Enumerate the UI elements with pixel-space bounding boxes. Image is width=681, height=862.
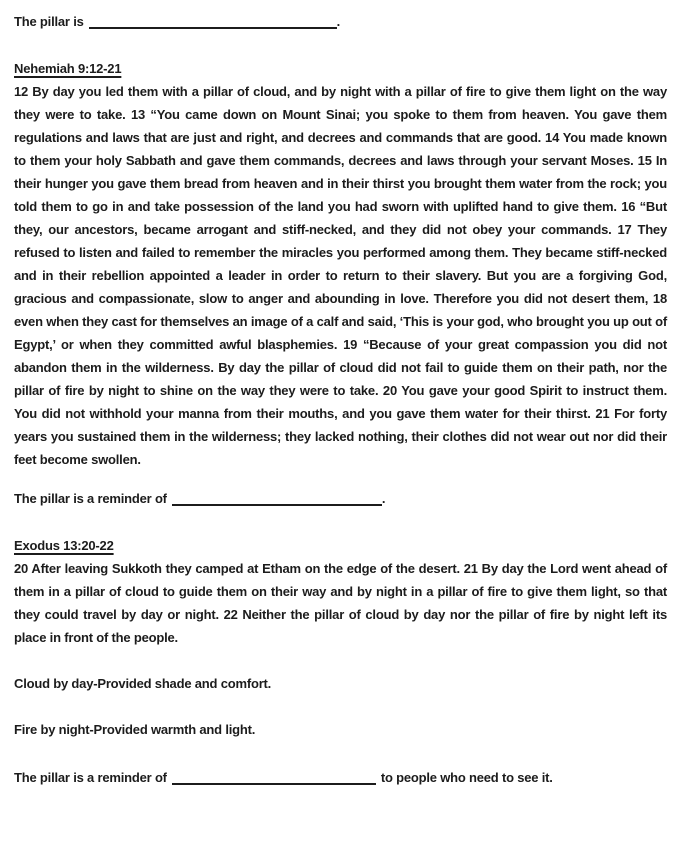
exodus-passage: 20 After leaving Sukkoth they camped at Etham on the edge of the desert. 21 By day the Lord went ahead of them in a pillar of cloud to guide them on their way and by night in a pillar of fire to give them light, so that they could travel by day or night. 22 Neither the pillar of cloud by day nor the pillar of fire by night left its place in front of the people. [14,561,667,645]
fill-in-line-bottom [14,766,667,789]
fire-note: Fire by night-Provided warmth and light. [14,722,256,737]
fill-in-top-suffix: . [336,14,341,29]
nehemiah-heading: Nehemiah 9:12-21 [14,61,122,76]
nehemiah-passage: 12 By day you led them with a pillar of cloud, and by night with a pillar of fire to give them light on the way they were to take. 13 “You came down on Mount Sinai; you spoke to them from heaven. You gave them regulations and laws that are just and right, and decrees and commands that are good. 14 You made known to them your holy Sabbath and gave them commands, decrees and laws through your servant Moses. 15 In their hunger you gave them bread from heaven and in their thirst you brought them water from the rock; you told them to go in and take possession of the land you had sworn with uplifted hand to give them. 16 “But they, our ancestors, became arrogant and stiff-necked, and they did not obey your commands. 17 They refused to listen and failed to remember the miracles you performed among them. They became stiff-necked and in their rebellion appointed a leader in order to return to their slavery. But you are a forgiving God, gracious and compassionate, slow to anger and abounding in love. Therefore you did not desert them, 18 even when they cast for themselves an image of a calf and said, ‘This is your god, who brought you up out of Egypt,’ or when they committed awful blasphemies. 19 “Because of your great compassion you did not abandon them in the wilderness. By day the pillar of cloud did not fail to guide them on their path, nor the pillar of fire by night to shine on the way they were to take. 20 You gave your good Spirit to instruct them. You did not withhold your manna from their mouths, and you gave them water for their thirst. 21 For forty years you sustained them in the wilderness; they lacked nothing, their clothes did not wear out nor did their feet become swollen. [14,84,667,467]
fill-in-reminder-prefix: The pillar is a reminder of [14,491,167,506]
fill-in-top-prefix: The pillar is [14,14,84,29]
answer-blank-reminder[interactable] [172,492,382,506]
answer-blank-bottom[interactable] [172,771,376,785]
answer-blank-top[interactable] [89,15,337,29]
exodus-heading: Exodus 13:20-22 [14,538,114,553]
cloud-note: Cloud by day-Provided shade and comfort. [14,676,272,691]
fill-in-line-top [14,10,667,33]
fill-in-line-reminder [14,487,667,510]
fill-in-bottom-prefix: The pillar is a reminder of [14,770,167,785]
fill-in-bottom-suffix: to people who need to see it. [380,770,553,785]
fill-in-reminder-suffix: . [381,491,386,506]
